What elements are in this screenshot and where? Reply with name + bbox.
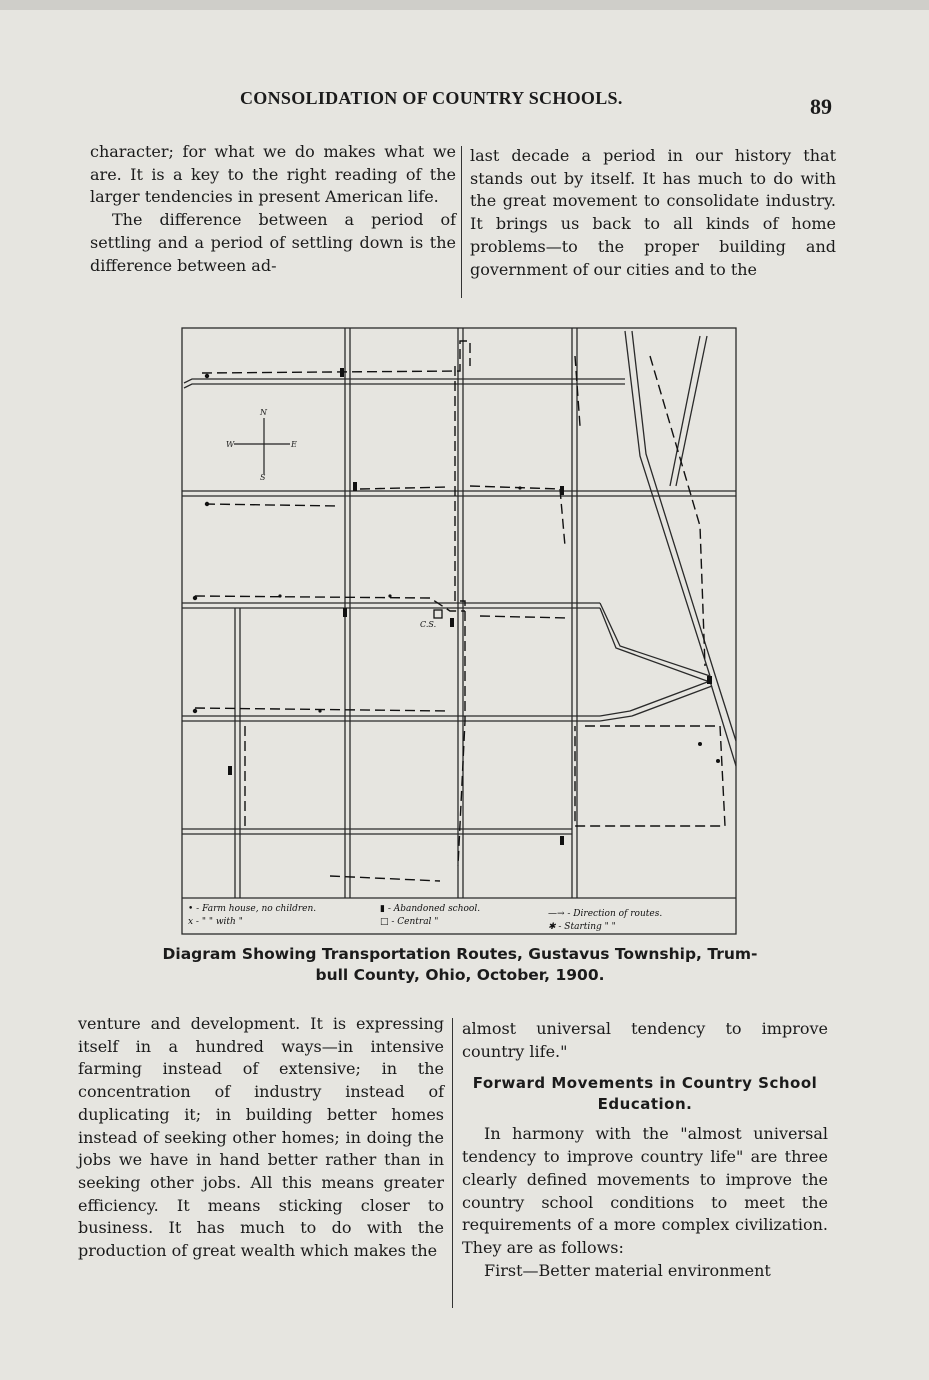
caption-line: Diagram Showing Transportation Routes, Gustavus Township, Trum- xyxy=(162,945,758,963)
farm-house-marker xyxy=(716,759,720,763)
bottom-left-column xyxy=(78,1013,444,1263)
page-edge-shadow xyxy=(0,0,929,10)
legend-central-school: □ - Central " xyxy=(380,917,439,927)
compass-rose xyxy=(234,418,290,474)
road xyxy=(182,603,600,608)
road xyxy=(625,331,716,678)
abandoned-school-icon xyxy=(343,608,347,617)
legend-abandoned-school: ▮ - Abandoned school. xyxy=(380,904,481,914)
compass-east: E xyxy=(291,440,297,449)
route-line xyxy=(650,356,705,666)
farm-house-marker xyxy=(518,486,521,489)
top-right-column xyxy=(470,145,836,281)
compass-south: S xyxy=(260,473,266,482)
abandoned-school-icon xyxy=(353,482,357,491)
abandoned-school-icon xyxy=(707,676,712,684)
transportation-route-map xyxy=(180,326,737,936)
farm-house-marker xyxy=(318,709,321,712)
route-line xyxy=(202,341,470,373)
bottom-right-column xyxy=(462,1018,828,1282)
legend-route-direction: —→ - Direction of routes. xyxy=(548,909,663,919)
abandoned-school-icon xyxy=(560,486,564,495)
road xyxy=(184,379,625,388)
legend-starting-point: ✱ - Starting " " xyxy=(548,922,616,932)
central-school-icon xyxy=(434,610,442,618)
abandoned-school-icon xyxy=(560,836,564,845)
column-divider xyxy=(452,1018,453,1308)
caption-line: bull County, Ohio, October, 1900. xyxy=(315,966,605,984)
road xyxy=(600,603,710,681)
farm-house-marker xyxy=(205,374,209,378)
farm-house-marker xyxy=(278,594,281,597)
compass-west: W xyxy=(226,440,235,449)
running-title: CONSOLIDATION OF COUNTRY SCHOOLS. xyxy=(240,88,623,108)
farm-house-marker xyxy=(193,596,197,600)
road xyxy=(600,681,712,721)
route-line xyxy=(330,876,440,881)
abandoned-school-icon xyxy=(340,368,344,377)
road xyxy=(182,716,600,721)
road xyxy=(235,608,240,898)
paragraph: venture and development. It is expressing itself in a hundred ways—in intensive farming instead of extensive; in the concentration of industry instead of duplicating it; in building better homes instead of seeking other homes; in doing the jobs we have in hand better rather than in seeking other jobs. All this means greater efficiency. It means sticking closer to business. It has much to do with the production of great wealth which makes the xyxy=(78,1014,444,1261)
compass-north: N xyxy=(260,408,267,417)
route-line xyxy=(195,616,570,831)
section-heading: Forward Movements in Country School Education. xyxy=(472,1074,818,1114)
column-divider xyxy=(461,146,462,298)
paragraph: First—Better material environment xyxy=(484,1260,771,1280)
farm-house-marker xyxy=(193,709,197,713)
abandoned-school-icon xyxy=(228,766,232,775)
legend-farm-house-with-children: x - " " with " xyxy=(188,917,243,927)
paragraph: character; for what we do makes what we are. It is a key to the right reading of the larger tendencies in present American life. xyxy=(90,142,456,207)
route-line xyxy=(470,486,565,546)
central-school-label: C.S. xyxy=(420,620,437,629)
abandoned-school-icon xyxy=(450,618,454,627)
paragraph: almost universal tendency to improve country life." xyxy=(462,1019,828,1061)
paragraph: last decade a period in our history that stands out by itself. It has much to do with the great movement to consolidate industry. It brings us back to all kinds of home problems—to the proper building and government of our cities and to the xyxy=(470,146,836,279)
farm-house-marker xyxy=(205,502,209,506)
legend-farm-house: • - Farm house, no children. xyxy=(188,904,317,914)
farm-house-marker xyxy=(698,742,702,746)
top-left-column xyxy=(90,141,456,277)
road xyxy=(670,336,707,486)
figure-caption xyxy=(110,944,810,986)
paragraph: The difference between a period of settling and a period of settling down is the difference between ad- xyxy=(90,210,456,275)
road xyxy=(710,678,736,766)
paragraph: In harmony with the "almost universal tendency to improve country life" are three clearly defined movements to improve the country school conditions to meet the requirements of a more complex civilization. They are as follows: xyxy=(462,1124,828,1257)
farm-house-marker xyxy=(388,594,391,597)
page-number: 89 xyxy=(810,94,832,119)
